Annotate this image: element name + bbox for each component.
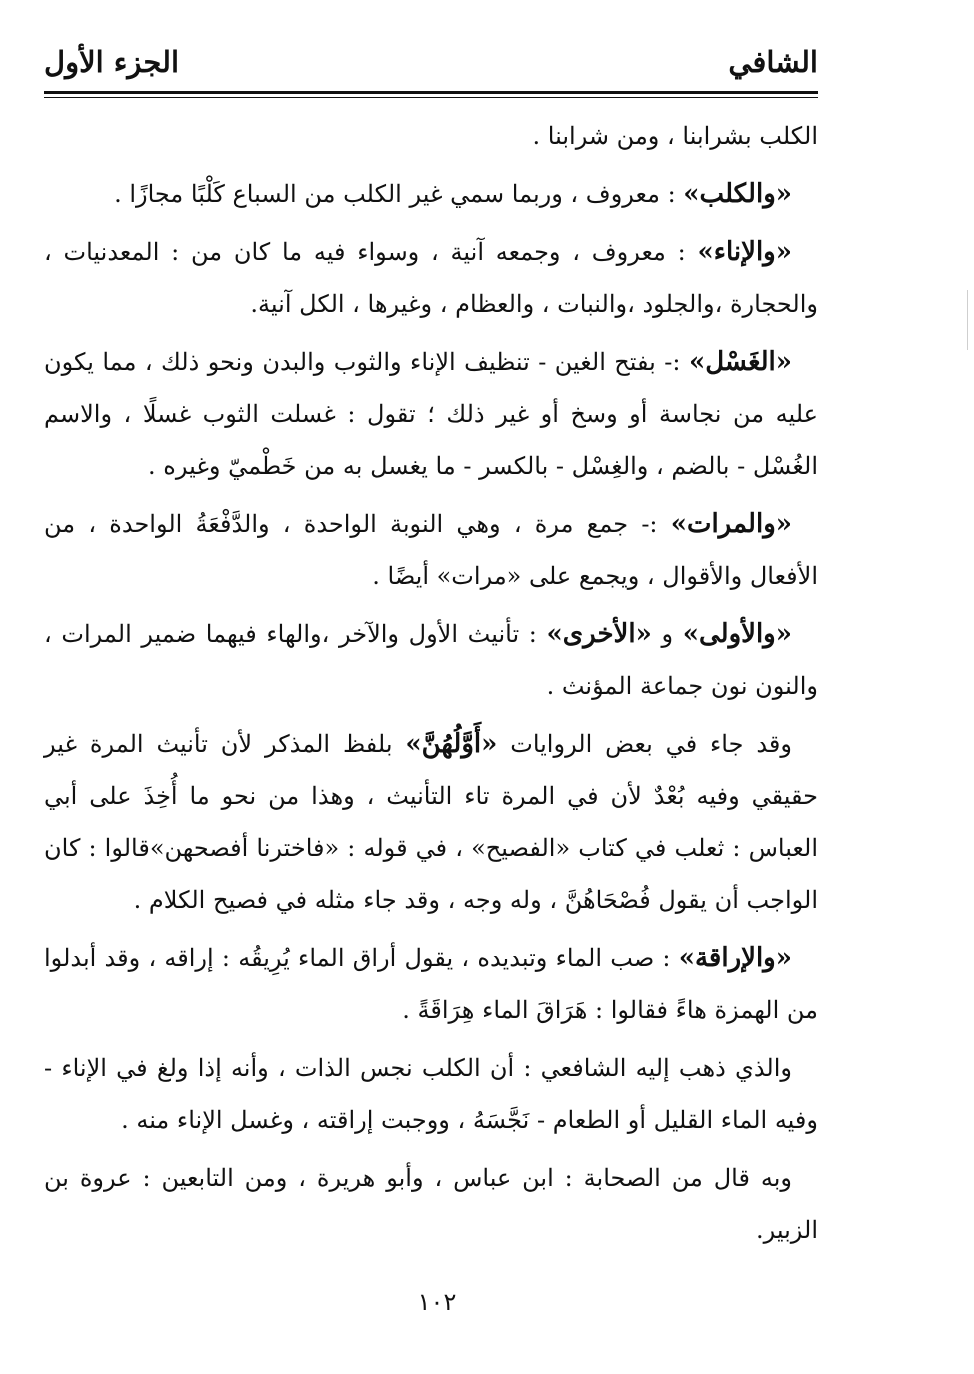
scan-edge-mark <box>967 290 968 350</box>
paragraph-text: : صب الماء وتبديده ، يقول أراق الماء يُرِيقُه : إراقه ، وقد أبدلوا من الهمزة هاءً فقالوا : هَرَاقَ الماء هِرَاقَةً . <box>44 944 818 1024</box>
header-rule-thick <box>44 91 818 94</box>
paragraph-text: : معروف ، وربما سمي غير الكلب من السباع كَلْبًا مجازًا . <box>114 180 684 208</box>
paragraph-text: وبه قال من الصحابة : ابن عباس ، وأبو هريرة ، ومن التابعين : عروة بن الزبير. <box>44 1164 818 1244</box>
book-title: الشافي <box>728 45 818 79</box>
paragraph-text: :- جمع مرة ، وهي النوبة الواحدة ، والدَّفْعَةُ الواحدة ، من الأفعال والأقوال ، ويجمع على «مرات» أيضًا . <box>44 510 818 590</box>
page-number: ١٠٢ <box>417 1288 457 1316</box>
paragraph-text: : معروف ، وجمعه آنية ، وسواء فيه ما كان من : المعدنيات ، والحجارة ،والجلود ،والنبات ، والعظام ، وغيرها ، الكل آنية. <box>44 238 818 318</box>
part-label: الجزء الأول <box>44 45 180 79</box>
defined-term: «والأولى» <box>682 619 792 649</box>
paragraph-companions <box>44 1152 818 1256</box>
paragraph-text: :- بفتح الغين - تنظيف الإناء والثوب والبدن ونحو ذلك ، مما يكون عليه من نجاسة أو وسخ أو غير ذلك ؛ تقول : غسلت الثوب غسلًا ، والاسم الغُسْل - بالضم ، والغِسْل - بالكسر - ما يغسل به من خَطْميّ وغيره . <box>44 348 818 480</box>
page-body <box>44 110 818 1262</box>
defined-term: «والإناء» <box>697 237 792 267</box>
paragraph-shafii-ruling <box>44 1042 818 1146</box>
paragraph-dog <box>44 168 818 220</box>
quoted-word: «أَوَّلُهُنَّ» <box>405 729 498 759</box>
defined-term: «الغَسْل» <box>688 347 793 377</box>
header-rule-thin <box>44 97 818 98</box>
defined-term: «والكلب» <box>683 179 792 209</box>
paragraph-first-last <box>44 608 818 712</box>
defined-term: «والإراقة» <box>678 943 792 973</box>
paragraph-text: بلفظ المذكر لأن تأنيث المرة غير حقيقي وفيه بُعْدٌ لأن في المرة تاء التأنيث ، وهذا من نحو ما أُخِذَ على أبي العباس : ثعلب في كتاب «الفصيح» ، في قوله : «فاخترنا أفصحهن»قالوا : كان الواجب أن يقول فُصْحَاهُنَّ ، وله وجه ، وقد جاء مثله في فصيح الكلام . <box>44 730 818 914</box>
paragraph-narrations <box>44 718 818 926</box>
running-header <box>44 40 818 90</box>
paragraph-vessel <box>44 226 818 330</box>
defined-term: «والمرات» <box>670 509 792 539</box>
paragraph-continuation <box>44 110 818 162</box>
paragraph-text: الكلب بشرابنا ، ومن شرابنا . <box>532 122 818 150</box>
paragraph-pouring <box>44 932 818 1036</box>
paragraph-times <box>44 498 818 602</box>
paragraph-text-before: وقد جاء في بعض الروايات <box>497 730 792 758</box>
paragraph-text: والذي ذهب إليه الشافعي : أن الكلب نجس الذات ، وأنه إذا ولغ في الإناء - وفيه الماء القليل أو الطعام - نَجَّسَهُ ، ووجبت إراقته ، وغسل الإناء منه . <box>44 1054 818 1134</box>
paragraph-washing <box>44 336 818 492</box>
conjunction-text: و <box>651 620 683 648</box>
paragraph-text: : تأنيث الأول والآخر ،والهاء فيهما ضمير المرات ، والنون نون جماعة المؤنث . <box>44 620 818 700</box>
defined-term-second: «الأخرى» <box>546 619 652 649</box>
